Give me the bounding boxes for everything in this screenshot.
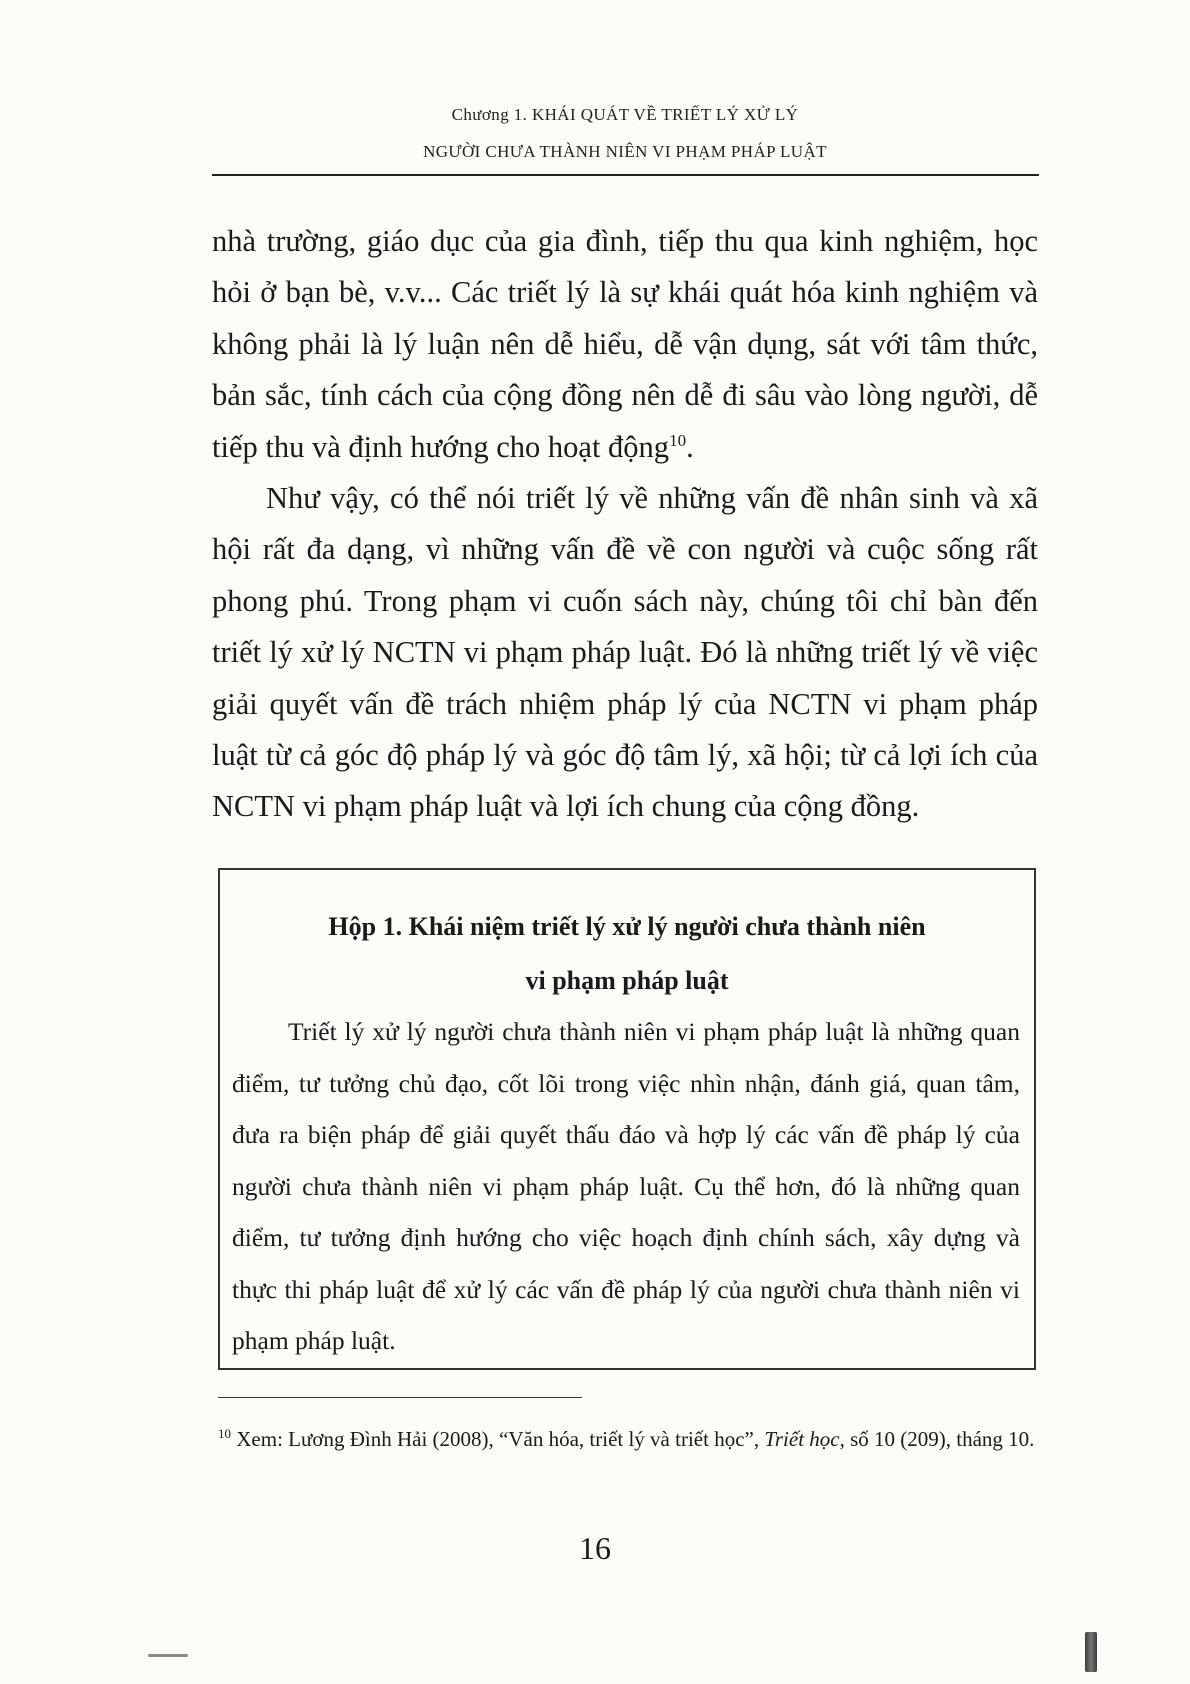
info-box xyxy=(218,868,1036,1370)
main-text xyxy=(212,216,1038,833)
paragraph-2: Như vậy, có thể nói triết lý về những vấn đề nhân sinh và xã hội rất đa dạng, vì những vấn đề về con người và cuộc sống rất phong phú. Trong phạm vi cuốn sách này, chúng tôi chỉ bàn đến triết lý xử lý NCTN vi phạm pháp luật. Đó là những triết lý về việc giải quyết vấn đề trách nhiệm pháp lý của NCTN vi phạm pháp luật từ cả góc độ pháp lý và góc độ tâm lý, xã hội; từ cả lợi ích của NCTN vi phạm pháp luật và lợi ích chung của cộng đồng. xyxy=(212,481,1038,824)
scan-edge-mark xyxy=(1085,1632,1097,1672)
box-title-line-2: vi phạm pháp luật xyxy=(525,966,729,995)
footnote-number: 10 xyxy=(218,1426,231,1441)
page-number: 16 xyxy=(579,1530,611,1566)
footnote-reference[interactable]: 10 xyxy=(669,430,687,450)
scan-smudge xyxy=(148,1654,188,1657)
footnote-journal: Triết học xyxy=(764,1427,840,1451)
box-paragraph: Triết lý xử lý người chưa thành niên vi phạm pháp luật là những quan điểm, tư tưởng chủ đạo, cốt lõi trong việc nhìn nhận, đánh giá, quan tâm, đưa ra biện pháp để giải quyết thấu đáo và hợp lý các vấn đề pháp lý của người chưa thành niên vi phạm pháp luật. Cụ thể hơn, đó là những quan điểm, tư tưởng định hướng cho việc hoạch định chính sách, xây dựng và thực thi pháp luật để xử lý các vấn đề pháp lý của người chưa thành niên vi phạm pháp luật. xyxy=(232,1017,1020,1355)
box-title-line-1: Hộp 1. Khái niệm triết lý xử lý người chưa thành niên xyxy=(328,912,926,941)
paragraph-1-text: nhà trường, giáo dục của gia đình, tiếp thu qua kinh nghiệm, học hỏi ở bạn bè, v.v... Các triết lý là sự khái quát hóa kinh nghiệm và không phải là lý luận nên dễ hiểu, dễ vận dụng, sát với tâm thức, bản sắc, tính cách của cộng đồng nên dễ đi sâu vào lòng người, dễ tiếp thu và định hướng cho hoạt động xyxy=(212,224,1038,464)
footnote-text-before: Xem: Lương Đình Hải (2008), “Văn hóa, triết lý và triết học”, xyxy=(231,1427,765,1451)
header-line-1: Chương 1. KHÁI QUÁT VỀ TRIẾT LÝ XỬ LÝ xyxy=(451,105,799,124)
paragraph-1-end: . xyxy=(686,429,694,464)
running-header xyxy=(210,96,1040,170)
header-line-2: NGƯỜI CHƯA THÀNH NIÊN VI PHẠM PHÁP LUẬT xyxy=(423,142,827,161)
footnote xyxy=(218,1420,1036,1458)
box-body xyxy=(232,1006,1020,1367)
header-divider xyxy=(212,174,1039,176)
paragraph-1 xyxy=(212,216,1038,473)
footnote-divider xyxy=(218,1397,582,1398)
footnote-text-after: , số 10 (209), tháng 10. xyxy=(839,1427,1035,1451)
box-title xyxy=(220,900,1034,1008)
